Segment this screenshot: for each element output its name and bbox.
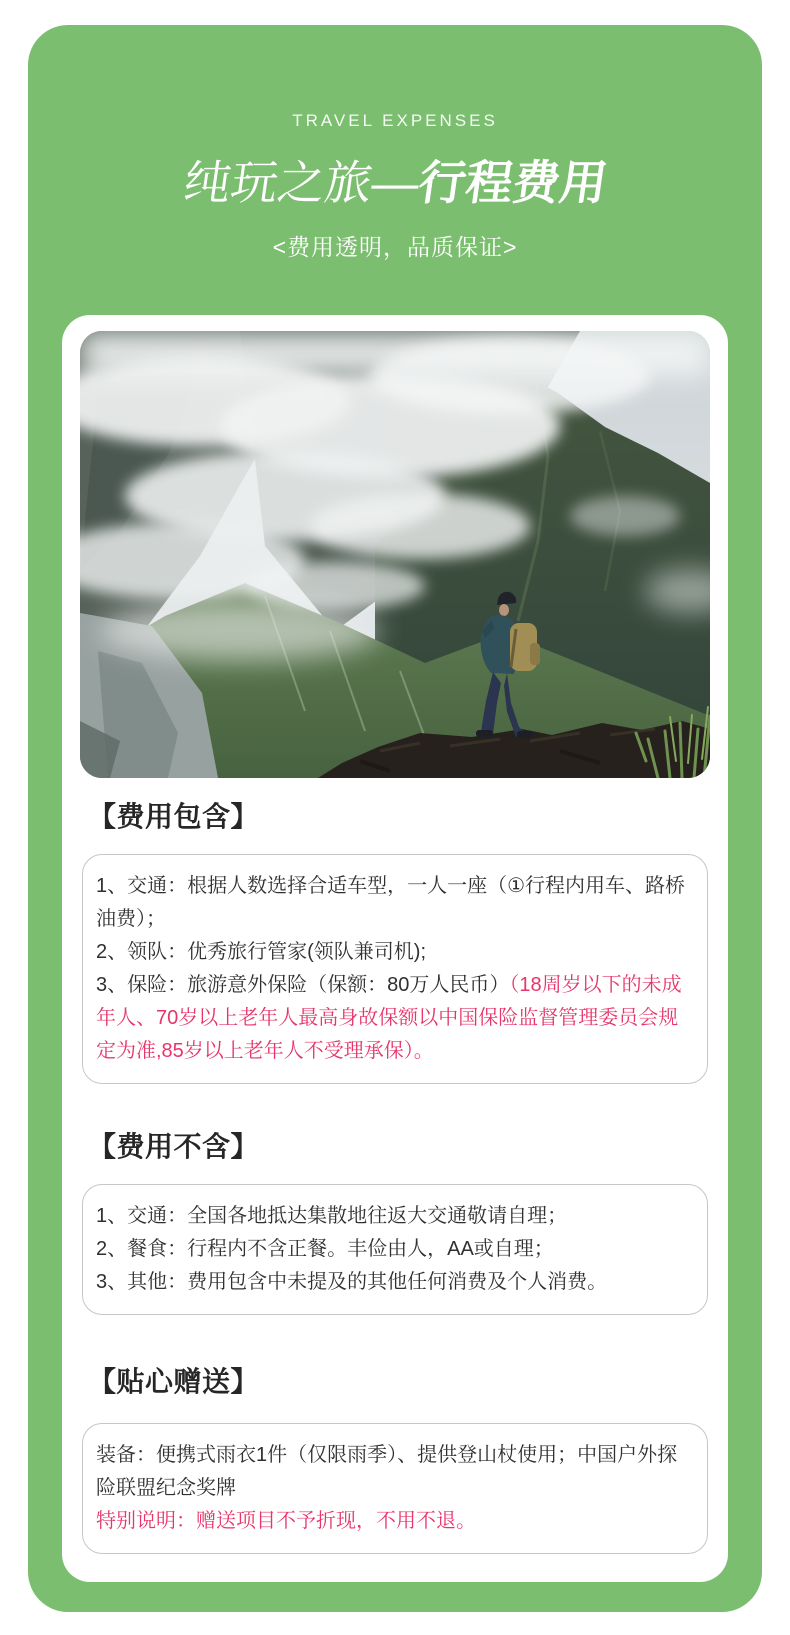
mountain-photo-illustration [80, 331, 710, 778]
body-text: 1、交通：根据人数选择合适车型，一人一座（①行程内用车、路桥油费）； [96, 875, 686, 930]
fees-excluded-box [82, 1184, 708, 1315]
text-line [96, 969, 694, 1068]
section-fees-included [80, 800, 710, 1084]
body-text: 1、交通：全国各地抵达集散地往返大交通敬请自理； [96, 1205, 568, 1227]
text-line [96, 1266, 694, 1299]
section-heading-excluded: 【费用不含】 [88, 1131, 260, 1162]
section-free-gifts [80, 1365, 710, 1554]
green-panel [28, 25, 762, 1612]
text-line [96, 1439, 694, 1505]
content-card [62, 315, 728, 1582]
page-subtitle: <费用透明，品质保证> [272, 234, 518, 260]
accent-text: 特别说明：赠送项目不予折现，不用不退。 [96, 1510, 476, 1532]
section-fees-excluded [80, 1130, 710, 1315]
text-line [96, 870, 694, 936]
body-text: 3、其他：费用包含中未提及的其他任何消费及个人消费。 [96, 1271, 608, 1293]
page-title [28, 155, 762, 211]
section-heading-included: 【费用包含】 [88, 801, 260, 832]
section-heading-gifts: 【贴心赠送】 [88, 1366, 260, 1397]
body-text: 3、保险：旅游意外保险（保额：80万人民币） [96, 974, 510, 996]
body-text: 2、领队：优秀旅行管家(领队兼司机); [96, 941, 426, 963]
text-line [96, 1233, 694, 1266]
title-regular-part: 纯玩之旅— [179, 156, 423, 209]
text-line [96, 936, 694, 969]
mountain-hiker-photo [80, 331, 710, 778]
body-text: 装备：便携式雨衣1件（仅限雨季）、提供登山杖使用；中国户外探险联盟纪念奖牌 [96, 1444, 678, 1499]
text-line [96, 1505, 694, 1538]
title-bold-part: 行程费用 [414, 156, 611, 209]
text-line [96, 1200, 694, 1233]
accent-text: （18周岁以下的未成年人、70岁以上老年人最高身故保额以中国保险监督管理委员会规定为准,85岁以上老年人不受理承保）。 [96, 974, 682, 1062]
free-gifts-box [82, 1423, 708, 1554]
eyebrow-text: TRAVEL EXPENSES [292, 111, 498, 130]
body-text: 2、餐食：行程内不含正餐。丰俭由人，AA或自理； [96, 1238, 554, 1260]
fees-included-box [82, 854, 708, 1084]
